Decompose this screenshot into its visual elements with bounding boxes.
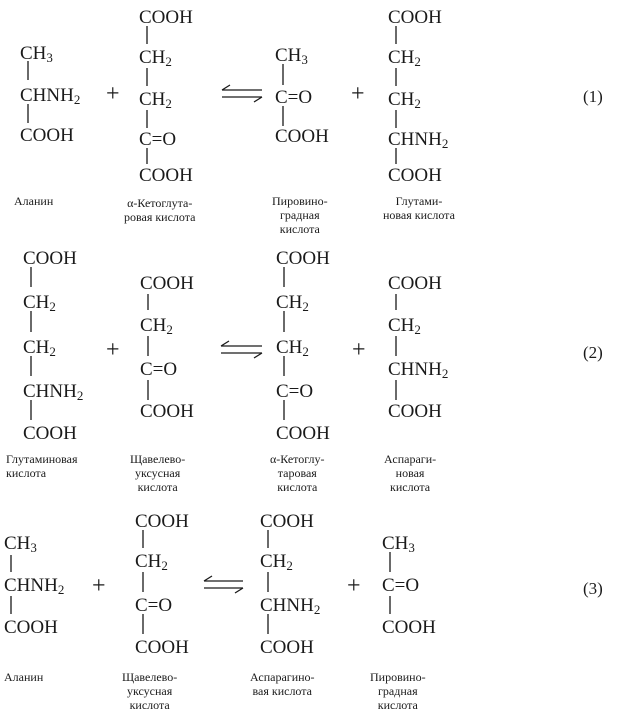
r3-m4-label: Пировино- градная кислота xyxy=(370,670,426,712)
r1-m1-cooh: COOH xyxy=(20,125,74,146)
reaction-2-bonds xyxy=(31,267,396,420)
r3-m2-cooh-bottom: COOH xyxy=(135,637,189,658)
r2-m2-ch2: $CH_2$ xyxy=(140,315,173,337)
r2-m3-ch2-a: $CH_2$ xyxy=(276,292,309,314)
r2-m2-cooh-top: COOH xyxy=(140,273,194,294)
equilibrium-arrows-2 xyxy=(221,341,262,358)
r1-m2-ch2-b: $CH_2$ xyxy=(139,89,172,111)
reaction-1-bonds xyxy=(28,26,396,164)
r1-m4-cooh-top: COOH xyxy=(388,7,442,28)
r3-m3-label: Аспарагино- вая кислота xyxy=(250,670,315,698)
r2-m3-label: α-Кетоглу- таровая кислота xyxy=(270,452,325,494)
r1-m3-cooh: COOH xyxy=(275,126,329,147)
r2-m2-cooh-bottom: COOH xyxy=(140,401,194,422)
r1-m4-ch2-a: $CH_2$ xyxy=(388,47,421,69)
r3-m1-ch3: $CH_3$ xyxy=(4,533,37,555)
r3-m3-cooh-bottom: COOH xyxy=(260,637,314,658)
r2-m1-ch2-a: $CH_2$ xyxy=(23,292,56,314)
r1-m2-co: C=O xyxy=(139,129,177,150)
r1-m2-cooh-bottom: COOH xyxy=(139,165,193,186)
reaction-3-bonds xyxy=(11,530,390,634)
r1-m1-chnh2: $CHNH_2$ xyxy=(20,85,81,107)
r3-m4-cooh: COOH xyxy=(382,617,436,638)
r1-plus-2: + xyxy=(351,81,365,107)
r1-m4-chnh2: $CHNH_2$ xyxy=(388,129,449,151)
r1-m1-ch3: $CH_3$ xyxy=(20,43,53,65)
r1-m4-ch2-b: $CH_2$ xyxy=(388,89,421,111)
r3-m3-cooh-top: COOH xyxy=(260,511,314,532)
r2-m4-label: Аспараги- новая кислота xyxy=(384,452,437,494)
r1-m3-label: Пировино- градная кислота xyxy=(272,194,328,236)
r2-m2-co: C=O xyxy=(140,359,178,380)
equilibrium-arrows-3 xyxy=(204,576,243,593)
r2-m3-cooh-top: COOH xyxy=(276,248,330,269)
r2-m4-ch2: $CH_2$ xyxy=(388,315,421,337)
r3-equation-number: (3) xyxy=(583,579,603,598)
r2-m4-cooh-bottom: COOH xyxy=(388,401,442,422)
r3-plus-1: + xyxy=(92,573,106,599)
r1-m3-ch3: $CH_3$ xyxy=(275,45,308,67)
r2-plus-2: + xyxy=(352,337,366,363)
r2-m1-ch2-b: $CH_2$ xyxy=(23,337,56,359)
r1-m2-label: α-Кетоглута- ровая кислота xyxy=(124,196,196,224)
r1-m3-co: C=O xyxy=(275,87,313,108)
r2-equation-number: (2) xyxy=(583,343,603,362)
r3-plus-2: + xyxy=(347,573,361,599)
r3-m2-label: Щавелево- уксусная кислота xyxy=(122,670,178,712)
r3-m4-co: C=O xyxy=(382,575,420,596)
r3-m3-ch2: $CH_2$ xyxy=(260,551,293,573)
r1-m1-label: Аланин xyxy=(14,194,54,208)
r2-m4-cooh-top: COOH xyxy=(388,273,442,294)
equilibrium-arrows-1 xyxy=(222,85,262,102)
r2-m1-cooh-bottom: COOH xyxy=(23,423,77,444)
r3-m1-cooh: COOH xyxy=(4,617,58,638)
r1-m4-cooh-bottom: COOH xyxy=(388,165,442,186)
r1-plus-1: + xyxy=(106,81,120,107)
r2-plus-1: + xyxy=(106,337,120,363)
r2-m4-chnh2: $CHNH_2$ xyxy=(388,359,449,381)
r2-m1-cooh-top: COOH xyxy=(23,248,77,269)
r3-m2-co: C=O xyxy=(135,595,173,616)
r2-m2-label: Щавелево- уксусная кислота xyxy=(130,452,186,494)
r2-m3-co: C=O xyxy=(276,381,314,402)
r3-m1-label: Аланин xyxy=(4,670,44,684)
r1-m2-cooh-top: COOH xyxy=(139,7,193,28)
r1-m4-label: Глутами- новая кислота xyxy=(383,194,455,222)
r2-m1-label: Глутаминовая кислота xyxy=(6,452,78,480)
r3-m2-cooh-top: COOH xyxy=(135,511,189,532)
r1-equation-number: (1) xyxy=(583,87,603,106)
r2-m3-ch2-b: $CH_2$ xyxy=(276,337,309,359)
r3-m2-ch2: $CH_2$ xyxy=(135,551,168,573)
r3-m3-chnh2: $CHNH_2$ xyxy=(260,595,321,617)
r3-m1-chnh2: $CHNH_2$ xyxy=(4,575,65,597)
r2-m3-cooh-bottom: COOH xyxy=(276,423,330,444)
r3-m4-ch3: $CH_3$ xyxy=(382,533,415,555)
r1-m2-ch2-a: $CH_2$ xyxy=(139,47,172,69)
r2-m1-chnh2: $CHNH_2$ xyxy=(23,381,84,403)
